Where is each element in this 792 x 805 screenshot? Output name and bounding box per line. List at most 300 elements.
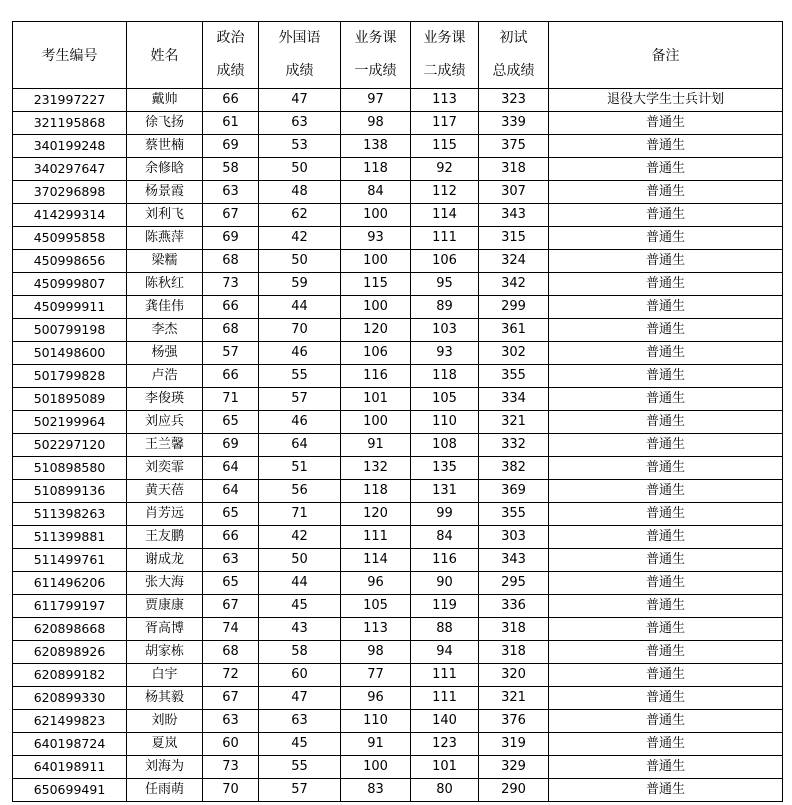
politics-score-cell: 68 [203, 319, 259, 342]
note-cell: 普通生 [549, 158, 783, 181]
politics-score-cell: 72 [203, 664, 259, 687]
header-row [13, 22, 783, 89]
note-cell: 普通生 [549, 549, 783, 572]
candidate-id-cell: 621499823 [13, 710, 127, 733]
total-score-cell: 369 [479, 480, 549, 503]
table-row [13, 733, 783, 756]
note-cell: 普通生 [549, 204, 783, 227]
course2-score-cell: 99 [411, 503, 479, 526]
table-row [13, 756, 783, 779]
foreign-language-score-cell: 55 [259, 756, 341, 779]
course2-score-cell: 94 [411, 641, 479, 664]
total-score-cell: 375 [479, 135, 549, 158]
politics-score-cell: 69 [203, 434, 259, 457]
foreign-language-score-cell: 58 [259, 641, 341, 664]
candidate-id-cell: 450995858 [13, 227, 127, 250]
politics-score-cell: 65 [203, 411, 259, 434]
candidate-id-cell: 450999911 [13, 296, 127, 319]
foreign-language-score-cell: 63 [259, 112, 341, 135]
candidate-name-cell: 肖芳远 [127, 503, 203, 526]
header-course2-line1: 业务课 [423, 30, 466, 46]
foreign-language-score-cell: 71 [259, 503, 341, 526]
course1-score-cell: 132 [341, 457, 411, 480]
note-cell: 普通生 [549, 342, 783, 365]
course1-score-cell: 120 [341, 503, 411, 526]
foreign-language-score-cell: 44 [259, 296, 341, 319]
total-score-cell: 318 [479, 158, 549, 181]
course1-score-cell: 84 [341, 181, 411, 204]
note-cell: 普通生 [549, 319, 783, 342]
table-row [13, 687, 783, 710]
total-score-cell: 339 [479, 112, 549, 135]
course2-score-cell: 116 [411, 549, 479, 572]
total-score-cell: 321 [479, 687, 549, 710]
politics-score-cell: 68 [203, 250, 259, 273]
course1-score-cell: 83 [341, 779, 411, 802]
candidate-id-cell: 502297120 [13, 434, 127, 457]
candidate-name-cell: 陈秋红 [127, 273, 203, 296]
foreign-language-score-cell: 45 [259, 595, 341, 618]
foreign-language-score-cell: 53 [259, 135, 341, 158]
note-cell: 普通生 [549, 227, 783, 250]
politics-score-cell: 63 [203, 710, 259, 733]
course1-score-cell: 98 [341, 112, 411, 135]
header-course2 [411, 22, 479, 89]
politics-score-cell: 73 [203, 756, 259, 779]
politics-score-cell: 67 [203, 595, 259, 618]
foreign-language-score-cell: 64 [259, 434, 341, 457]
table-row [13, 434, 783, 457]
course2-score-cell: 84 [411, 526, 479, 549]
foreign-language-score-cell: 47 [259, 89, 341, 112]
course1-score-cell: 113 [341, 618, 411, 641]
course1-score-cell: 96 [341, 572, 411, 595]
foreign-language-score-cell: 55 [259, 365, 341, 388]
note-cell: 普通生 [549, 250, 783, 273]
table-row [13, 388, 783, 411]
total-score-cell: 320 [479, 664, 549, 687]
note-cell: 退役大学生士兵计划 [549, 89, 783, 112]
politics-score-cell: 67 [203, 204, 259, 227]
note-cell: 普通生 [549, 411, 783, 434]
course2-score-cell: 123 [411, 733, 479, 756]
course2-score-cell: 113 [411, 89, 479, 112]
candidate-name-cell: 杨强 [127, 342, 203, 365]
course1-score-cell: 105 [341, 595, 411, 618]
total-score-cell: 299 [479, 296, 549, 319]
politics-score-cell: 63 [203, 549, 259, 572]
course2-score-cell: 114 [411, 204, 479, 227]
course2-score-cell: 89 [411, 296, 479, 319]
candidate-name-cell: 徐飞扬 [127, 112, 203, 135]
note-cell: 普通生 [549, 503, 783, 526]
politics-score-cell: 66 [203, 89, 259, 112]
note-cell: 普通生 [549, 457, 783, 480]
candidate-name-cell: 蔡世楠 [127, 135, 203, 158]
total-score-cell: 329 [479, 756, 549, 779]
candidate-id-cell: 340199248 [13, 135, 127, 158]
foreign-language-score-cell: 57 [259, 779, 341, 802]
candidate-name-cell: 刘海为 [127, 756, 203, 779]
course2-score-cell: 103 [411, 319, 479, 342]
course2-score-cell: 112 [411, 181, 479, 204]
course1-score-cell: 118 [341, 480, 411, 503]
table-row [13, 503, 783, 526]
note-cell: 普通生 [549, 733, 783, 756]
candidate-id-cell: 611496206 [13, 572, 127, 595]
table-row [13, 135, 783, 158]
foreign-language-score-cell: 48 [259, 181, 341, 204]
note-cell: 普通生 [549, 273, 783, 296]
foreign-language-score-cell: 46 [259, 342, 341, 365]
note-cell: 普通生 [549, 595, 783, 618]
candidate-name-cell: 卢浩 [127, 365, 203, 388]
politics-score-cell: 64 [203, 480, 259, 503]
candidate-id-cell: 414299314 [13, 204, 127, 227]
candidate-id-cell: 510899136 [13, 480, 127, 503]
total-score-cell: 324 [479, 250, 549, 273]
header-foreign-line1: 外国语 [278, 30, 321, 46]
table-row [13, 89, 783, 112]
total-score-cell: 343 [479, 549, 549, 572]
table-body [13, 89, 783, 802]
course1-score-cell: 116 [341, 365, 411, 388]
note-cell: 普通生 [549, 572, 783, 595]
course1-score-cell: 100 [341, 296, 411, 319]
candidate-id-cell: 511499761 [13, 549, 127, 572]
total-score-cell: 321 [479, 411, 549, 434]
candidate-name-cell: 任雨萌 [127, 779, 203, 802]
total-score-cell: 355 [479, 503, 549, 526]
course1-score-cell: 114 [341, 549, 411, 572]
header-course1-line1: 业务课 [354, 30, 397, 46]
table-row [13, 779, 783, 802]
politics-score-cell: 71 [203, 388, 259, 411]
total-score-cell: 376 [479, 710, 549, 733]
total-score-cell: 318 [479, 641, 549, 664]
candidate-name-cell: 龚佳伟 [127, 296, 203, 319]
total-score-cell: 361 [479, 319, 549, 342]
header-foreign-line2: 成绩 [285, 63, 314, 79]
note-cell: 普通生 [549, 135, 783, 158]
foreign-language-score-cell: 60 [259, 664, 341, 687]
table-row [13, 549, 783, 572]
table-row [13, 365, 783, 388]
foreign-language-score-cell: 50 [259, 250, 341, 273]
politics-score-cell: 65 [203, 503, 259, 526]
total-score-cell: 323 [479, 89, 549, 112]
header-course2-line2: 二成绩 [423, 63, 466, 79]
course1-score-cell: 100 [341, 204, 411, 227]
total-score-cell: 334 [479, 388, 549, 411]
candidate-name-cell: 李杰 [127, 319, 203, 342]
course1-score-cell: 138 [341, 135, 411, 158]
note-cell: 普通生 [549, 526, 783, 549]
header-politics [203, 22, 259, 89]
foreign-language-score-cell: 42 [259, 526, 341, 549]
course1-score-cell: 98 [341, 641, 411, 664]
foreign-language-score-cell: 57 [259, 388, 341, 411]
header-course1 [341, 22, 411, 89]
candidate-id-cell: 340297647 [13, 158, 127, 181]
course1-score-cell: 120 [341, 319, 411, 342]
total-score-cell: 382 [479, 457, 549, 480]
note-cell: 普通生 [549, 434, 783, 457]
course2-score-cell: 140 [411, 710, 479, 733]
candidate-id-cell: 502199964 [13, 411, 127, 434]
candidate-name-cell: 贾康康 [127, 595, 203, 618]
candidate-id-cell: 510898580 [13, 457, 127, 480]
course1-score-cell: 111 [341, 526, 411, 549]
note-cell: 普通生 [549, 710, 783, 733]
course1-score-cell: 91 [341, 733, 411, 756]
foreign-language-score-cell: 50 [259, 549, 341, 572]
candidate-id-cell: 231997227 [13, 89, 127, 112]
candidate-id-cell: 620898668 [13, 618, 127, 641]
politics-score-cell: 64 [203, 457, 259, 480]
note-cell: 普通生 [549, 181, 783, 204]
course1-score-cell: 100 [341, 411, 411, 434]
candidate-id-cell: 511399881 [13, 526, 127, 549]
table-row [13, 250, 783, 273]
candidate-name-cell: 张大海 [127, 572, 203, 595]
course1-score-cell: 110 [341, 710, 411, 733]
header-id: 考生编号 [13, 22, 127, 89]
candidate-id-cell: 620899182 [13, 664, 127, 687]
total-score-cell: 295 [479, 572, 549, 595]
table-row [13, 319, 783, 342]
politics-score-cell: 74 [203, 618, 259, 641]
politics-score-cell: 69 [203, 227, 259, 250]
note-cell: 普通生 [549, 664, 783, 687]
candidate-id-cell: 611799197 [13, 595, 127, 618]
header-name: 姓名 [127, 22, 203, 89]
total-score-cell: 315 [479, 227, 549, 250]
header-note: 备注 [549, 22, 783, 89]
table-row [13, 158, 783, 181]
foreign-language-score-cell: 56 [259, 480, 341, 503]
total-score-cell: 343 [479, 204, 549, 227]
course2-score-cell: 108 [411, 434, 479, 457]
course2-score-cell: 111 [411, 687, 479, 710]
candidate-name-cell: 胡家栋 [127, 641, 203, 664]
header-politics-line1: 政治 [216, 30, 245, 46]
course2-score-cell: 88 [411, 618, 479, 641]
candidate-name-cell: 刘奕霏 [127, 457, 203, 480]
politics-score-cell: 67 [203, 687, 259, 710]
course2-score-cell: 106 [411, 250, 479, 273]
foreign-language-score-cell: 42 [259, 227, 341, 250]
course2-score-cell: 135 [411, 457, 479, 480]
politics-score-cell: 66 [203, 296, 259, 319]
politics-score-cell: 66 [203, 526, 259, 549]
candidate-id-cell: 321195868 [13, 112, 127, 135]
foreign-language-score-cell: 51 [259, 457, 341, 480]
note-cell: 普通生 [549, 779, 783, 802]
note-cell: 普通生 [549, 618, 783, 641]
candidate-id-cell: 450999807 [13, 273, 127, 296]
table-row [13, 342, 783, 365]
candidate-name-cell: 刘应兵 [127, 411, 203, 434]
total-score-cell: 318 [479, 618, 549, 641]
candidate-name-cell: 陈燕萍 [127, 227, 203, 250]
foreign-language-score-cell: 62 [259, 204, 341, 227]
note-cell: 普通生 [549, 365, 783, 388]
course1-score-cell: 100 [341, 756, 411, 779]
candidate-name-cell: 谢成龙 [127, 549, 203, 572]
course2-score-cell: 105 [411, 388, 479, 411]
course2-score-cell: 119 [411, 595, 479, 618]
header-total-line2: 总成绩 [492, 63, 535, 79]
course2-score-cell: 115 [411, 135, 479, 158]
table-row [13, 296, 783, 319]
candidate-id-cell: 501895089 [13, 388, 127, 411]
course1-score-cell: 115 [341, 273, 411, 296]
total-score-cell: 342 [479, 273, 549, 296]
table-row [13, 595, 783, 618]
candidate-id-cell: 620899330 [13, 687, 127, 710]
course2-score-cell: 90 [411, 572, 479, 595]
candidate-id-cell: 500799198 [13, 319, 127, 342]
course2-score-cell: 111 [411, 664, 479, 687]
politics-score-cell: 63 [203, 181, 259, 204]
politics-score-cell: 73 [203, 273, 259, 296]
course1-score-cell: 96 [341, 687, 411, 710]
table-row [13, 618, 783, 641]
total-score-cell: 332 [479, 434, 549, 457]
table-row [13, 641, 783, 664]
table-row [13, 526, 783, 549]
candidate-name-cell: 杨其毅 [127, 687, 203, 710]
table-row [13, 572, 783, 595]
politics-score-cell: 70 [203, 779, 259, 802]
politics-score-cell: 60 [203, 733, 259, 756]
table-row [13, 457, 783, 480]
course2-score-cell: 131 [411, 480, 479, 503]
table-row [13, 710, 783, 733]
politics-score-cell: 65 [203, 572, 259, 595]
politics-score-cell: 57 [203, 342, 259, 365]
candidate-name-cell: 余修晗 [127, 158, 203, 181]
course2-score-cell: 92 [411, 158, 479, 181]
note-cell: 普通生 [549, 756, 783, 779]
foreign-language-score-cell: 45 [259, 733, 341, 756]
candidate-id-cell: 650699491 [13, 779, 127, 802]
table-row [13, 273, 783, 296]
note-cell: 普通生 [549, 388, 783, 411]
note-cell: 普通生 [549, 641, 783, 664]
note-cell: 普通生 [549, 296, 783, 319]
foreign-language-score-cell: 43 [259, 618, 341, 641]
candidate-name-cell: 刘盼 [127, 710, 203, 733]
candidate-name-cell: 梁糯 [127, 250, 203, 273]
course2-score-cell: 93 [411, 342, 479, 365]
table-row [13, 664, 783, 687]
politics-score-cell: 66 [203, 365, 259, 388]
note-cell: 普通生 [549, 480, 783, 503]
course2-score-cell: 95 [411, 273, 479, 296]
header-total-line1: 初试 [499, 30, 528, 46]
course1-score-cell: 106 [341, 342, 411, 365]
course2-score-cell: 110 [411, 411, 479, 434]
header-total [479, 22, 549, 89]
foreign-language-score-cell: 70 [259, 319, 341, 342]
politics-score-cell: 61 [203, 112, 259, 135]
politics-score-cell: 68 [203, 641, 259, 664]
candidate-name-cell: 白宇 [127, 664, 203, 687]
course1-score-cell: 100 [341, 250, 411, 273]
course2-score-cell: 111 [411, 227, 479, 250]
score-table [12, 21, 783, 802]
candidate-id-cell: 640198911 [13, 756, 127, 779]
foreign-language-score-cell: 44 [259, 572, 341, 595]
foreign-language-score-cell: 59 [259, 273, 341, 296]
total-score-cell: 319 [479, 733, 549, 756]
candidate-name-cell: 刘利飞 [127, 204, 203, 227]
foreign-language-score-cell: 47 [259, 687, 341, 710]
foreign-language-score-cell: 50 [259, 158, 341, 181]
candidate-id-cell: 501799828 [13, 365, 127, 388]
candidate-name-cell: 李俊瑛 [127, 388, 203, 411]
header-course1-line2: 一成绩 [354, 63, 397, 79]
politics-score-cell: 58 [203, 158, 259, 181]
course1-score-cell: 93 [341, 227, 411, 250]
candidate-id-cell: 370296898 [13, 181, 127, 204]
candidate-id-cell: 620898926 [13, 641, 127, 664]
course1-score-cell: 101 [341, 388, 411, 411]
candidate-id-cell: 501498600 [13, 342, 127, 365]
total-score-cell: 307 [479, 181, 549, 204]
note-cell: 普通生 [549, 687, 783, 710]
table-row [13, 411, 783, 434]
politics-score-cell: 69 [203, 135, 259, 158]
candidate-name-cell: 戴帅 [127, 89, 203, 112]
header-politics-line2: 成绩 [216, 63, 245, 79]
total-score-cell: 302 [479, 342, 549, 365]
total-score-cell: 336 [479, 595, 549, 618]
candidate-name-cell: 夏岚 [127, 733, 203, 756]
table-row [13, 181, 783, 204]
course1-score-cell: 91 [341, 434, 411, 457]
candidate-id-cell: 450998656 [13, 250, 127, 273]
candidate-id-cell: 640198724 [13, 733, 127, 756]
candidate-name-cell: 黄天蓓 [127, 480, 203, 503]
course1-score-cell: 97 [341, 89, 411, 112]
course1-score-cell: 77 [341, 664, 411, 687]
candidate-name-cell: 王兰馨 [127, 434, 203, 457]
course2-score-cell: 101 [411, 756, 479, 779]
foreign-language-score-cell: 46 [259, 411, 341, 434]
table-row [13, 480, 783, 503]
header-foreign [259, 22, 341, 89]
course2-score-cell: 118 [411, 365, 479, 388]
table-row [13, 204, 783, 227]
course1-score-cell: 118 [341, 158, 411, 181]
foreign-language-score-cell: 63 [259, 710, 341, 733]
total-score-cell: 303 [479, 526, 549, 549]
course2-score-cell: 117 [411, 112, 479, 135]
candidate-name-cell: 杨景霞 [127, 181, 203, 204]
course2-score-cell: 80 [411, 779, 479, 802]
table-row [13, 227, 783, 250]
candidate-id-cell: 511398263 [13, 503, 127, 526]
table-row [13, 112, 783, 135]
total-score-cell: 355 [479, 365, 549, 388]
candidate-name-cell: 王友鹏 [127, 526, 203, 549]
note-cell: 普通生 [549, 112, 783, 135]
candidate-name-cell: 胥高博 [127, 618, 203, 641]
total-score-cell: 290 [479, 779, 549, 802]
